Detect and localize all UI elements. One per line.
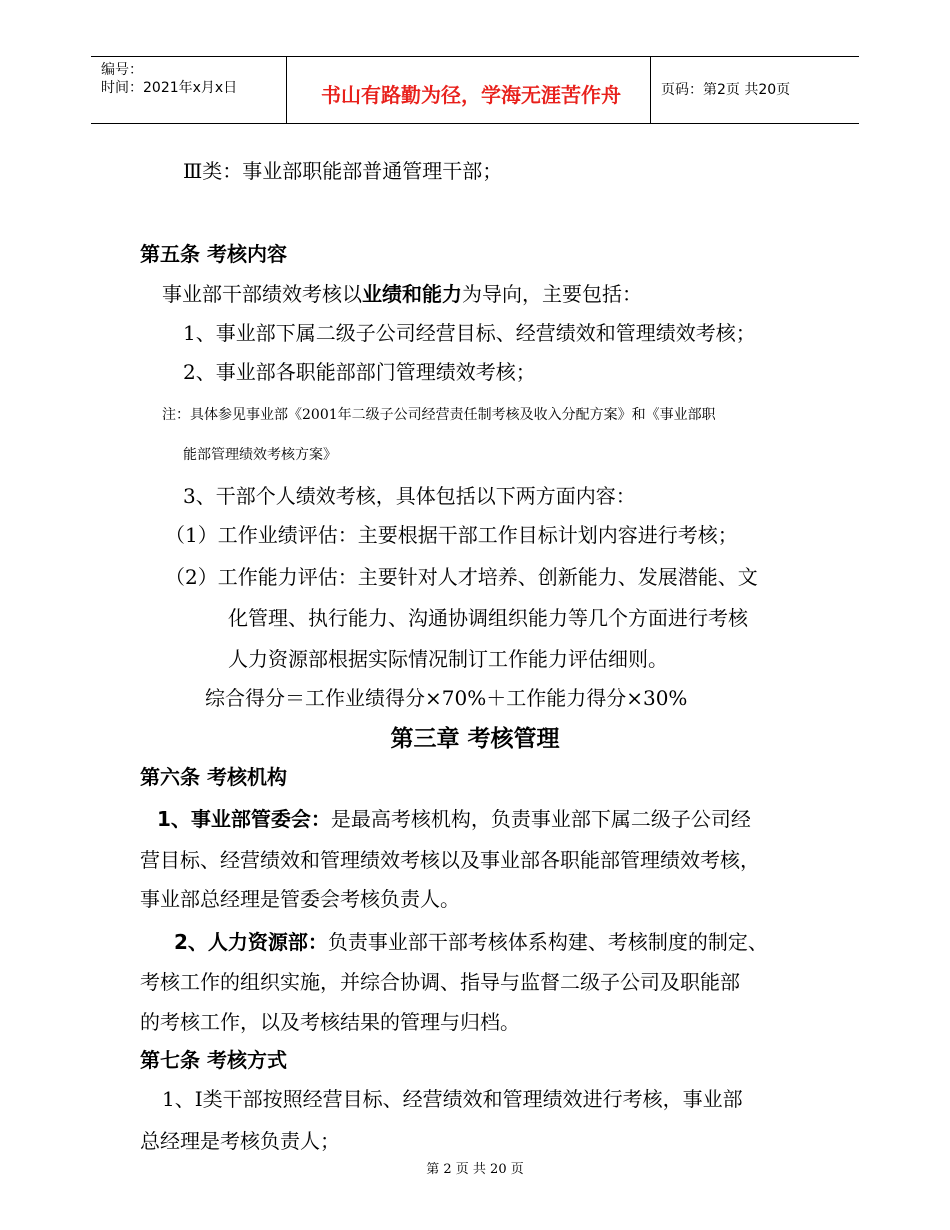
score-formula: 综合得分＝工作业绩得分×70%＋工作能力得分×30% [205, 686, 688, 710]
article-5-sub-2: （2）工作能力评估：主要针对人才培养、创新能力、发展潜能、文 [165, 565, 758, 589]
chapter-3-title: 第三章 考核管理 [390, 726, 560, 752]
article-5-item-2: 2、事业部各职能部部门管理绩效考核； [183, 360, 536, 384]
header-motto: 书山有路勤为径，学海无涯苦作舟 [321, 83, 621, 107]
article-5-note: 注：具体参见事业部《2001年二级子公司经营责任制考核及收入分配方案》和《事业部职 [162, 407, 716, 423]
header-code: 编号： [101, 62, 143, 78]
article-5-title: 第五条 考核内容 [140, 242, 287, 266]
article-5-item-1: 1、事业部下属二级子公司经营目标、经营绩效和管理绩效考核； [183, 321, 756, 345]
article-7-title: 第七条 考核方式 [140, 1048, 287, 1072]
article-7-para-1: 总经理是考核负责人； [140, 1129, 340, 1153]
intro-text: 事业部干部绩效考核以 [162, 282, 362, 306]
header-divider [286, 57, 287, 123]
intro-emphasis: 业绩和能力 [362, 282, 462, 306]
intro-text: 为导向，主要包括： [462, 282, 642, 306]
article-6-para-1: 事业部总经理是管委会考核负责人。 [140, 887, 460, 911]
article-6-para-2: 考核工作的组织实施，并综合协调、指导与监督二级子公司及职能部 [140, 970, 740, 994]
para-text: 负责事业部干部考核体系构建、考核制度的制定、 [327, 930, 768, 954]
page-header [91, 56, 859, 124]
article-6-title: 第六条 考核机构 [140, 765, 287, 789]
article-7-para-1: 1、Ⅰ类干部按照经营目标、经营绩效和管理绩效进行考核，事业部 [162, 1087, 743, 1111]
article-5-item-3: 3、干部个人绩效考核，具体包括以下两方面内容： [183, 484, 636, 508]
article-5-sub-2: 人力资源部根据实际情况制订工作能力评估细则。 [228, 647, 668, 671]
para-label: 1、事业部管委会： [157, 807, 331, 831]
article-5-intro [162, 281, 642, 307]
header-page-info: 页码：第2页 共20页 [661, 82, 791, 98]
page-footer: 第 2 页 共 20 页 [426, 1162, 524, 1177]
article-5-note: 能部管理绩效考核方案》 [183, 447, 337, 463]
header-time: 时间：2021年x月x日 [101, 80, 238, 96]
article-6-para-1 [157, 806, 751, 832]
para-text: 是最高考核机构，负责事业部下属二级子公司经 [330, 807, 751, 831]
article-5-sub-1: （1）工作业绩评估：主要根据干部工作目标计划内容进行考核； [165, 523, 738, 547]
class-3-line: Ⅲ类：事业部职能部普通管理干部； [183, 159, 503, 183]
article-6-para-2 [174, 929, 768, 955]
para-label: 2、人力资源部： [174, 930, 328, 954]
article-6-para-1: 营目标、经营绩效和管理绩效考核以及事业部各职能部管理绩效考核， [140, 848, 760, 872]
article-5-sub-2: 化管理、执行能力、沟通协调组织能力等几个方面进行考核 [228, 606, 748, 630]
article-6-para-2: 的考核工作，以及考核结果的管理与归档。 [140, 1010, 520, 1034]
